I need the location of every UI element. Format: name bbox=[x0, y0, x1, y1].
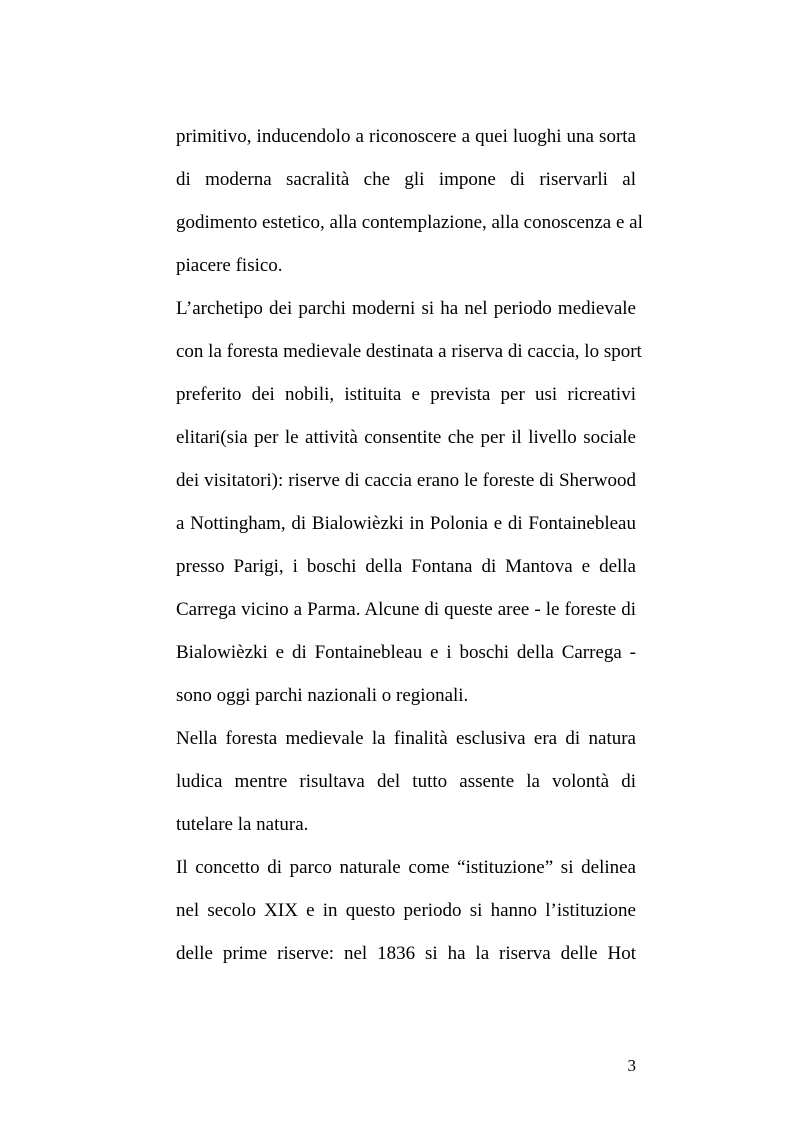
text-line: dei visitatori): riserve di caccia erano le foreste di Sherwood bbox=[176, 470, 636, 491]
text-line: con la foresta medievale destinata a riserva di caccia, lo sport bbox=[176, 341, 642, 362]
text-line: elitari(sia per le attività consentite che per il livello sociale bbox=[176, 427, 636, 448]
text-line: L’archetipo dei parchi moderni si ha nel periodo medievale bbox=[176, 298, 636, 319]
text-line: sono oggi parchi nazionali o regionali. bbox=[176, 685, 469, 706]
text-line: Bialowièzki e di Fontainebleau e i boschi della Carrega - bbox=[176, 642, 636, 663]
text-line: presso Parigi, i boschi della Fontana di Mantova e della bbox=[176, 556, 636, 577]
text-line: tutelare la natura. bbox=[176, 814, 309, 835]
text-line: godimento estetico, alla contemplazione, alla conoscenza e al bbox=[176, 212, 643, 233]
text-line: delle prime riserve: nel 1836 si ha la riserva delle Hot bbox=[176, 943, 636, 964]
text-line: primitivo, inducendolo a riconoscere a quei luoghi una sorta bbox=[176, 126, 636, 147]
text-line: piacere fisico. bbox=[176, 255, 283, 276]
text-line: a Nottingham, di Bialowièzki in Polonia e di Fontainebleau bbox=[176, 513, 636, 534]
text-line: Il concetto di parco naturale come “istituzione” si delinea bbox=[176, 857, 636, 878]
text-line: Carrega vicino a Parma. Alcune di queste aree - le foreste di bbox=[176, 599, 636, 620]
page-number: 3 bbox=[627, 1056, 636, 1075]
text-line: Nella foresta medievale la finalità esclusiva era di natura bbox=[176, 728, 636, 749]
text-line: preferito dei nobili, istituita e prevista per usi ricreativi bbox=[176, 384, 636, 405]
text-line: ludica mentre risultava del tutto assente la volontà di bbox=[176, 771, 636, 792]
text-line: nel secolo XIX e in questo periodo si hanno l’istituzione bbox=[176, 900, 636, 921]
text-line: di moderna sacralità che gli impone di riservarli al bbox=[176, 169, 636, 190]
